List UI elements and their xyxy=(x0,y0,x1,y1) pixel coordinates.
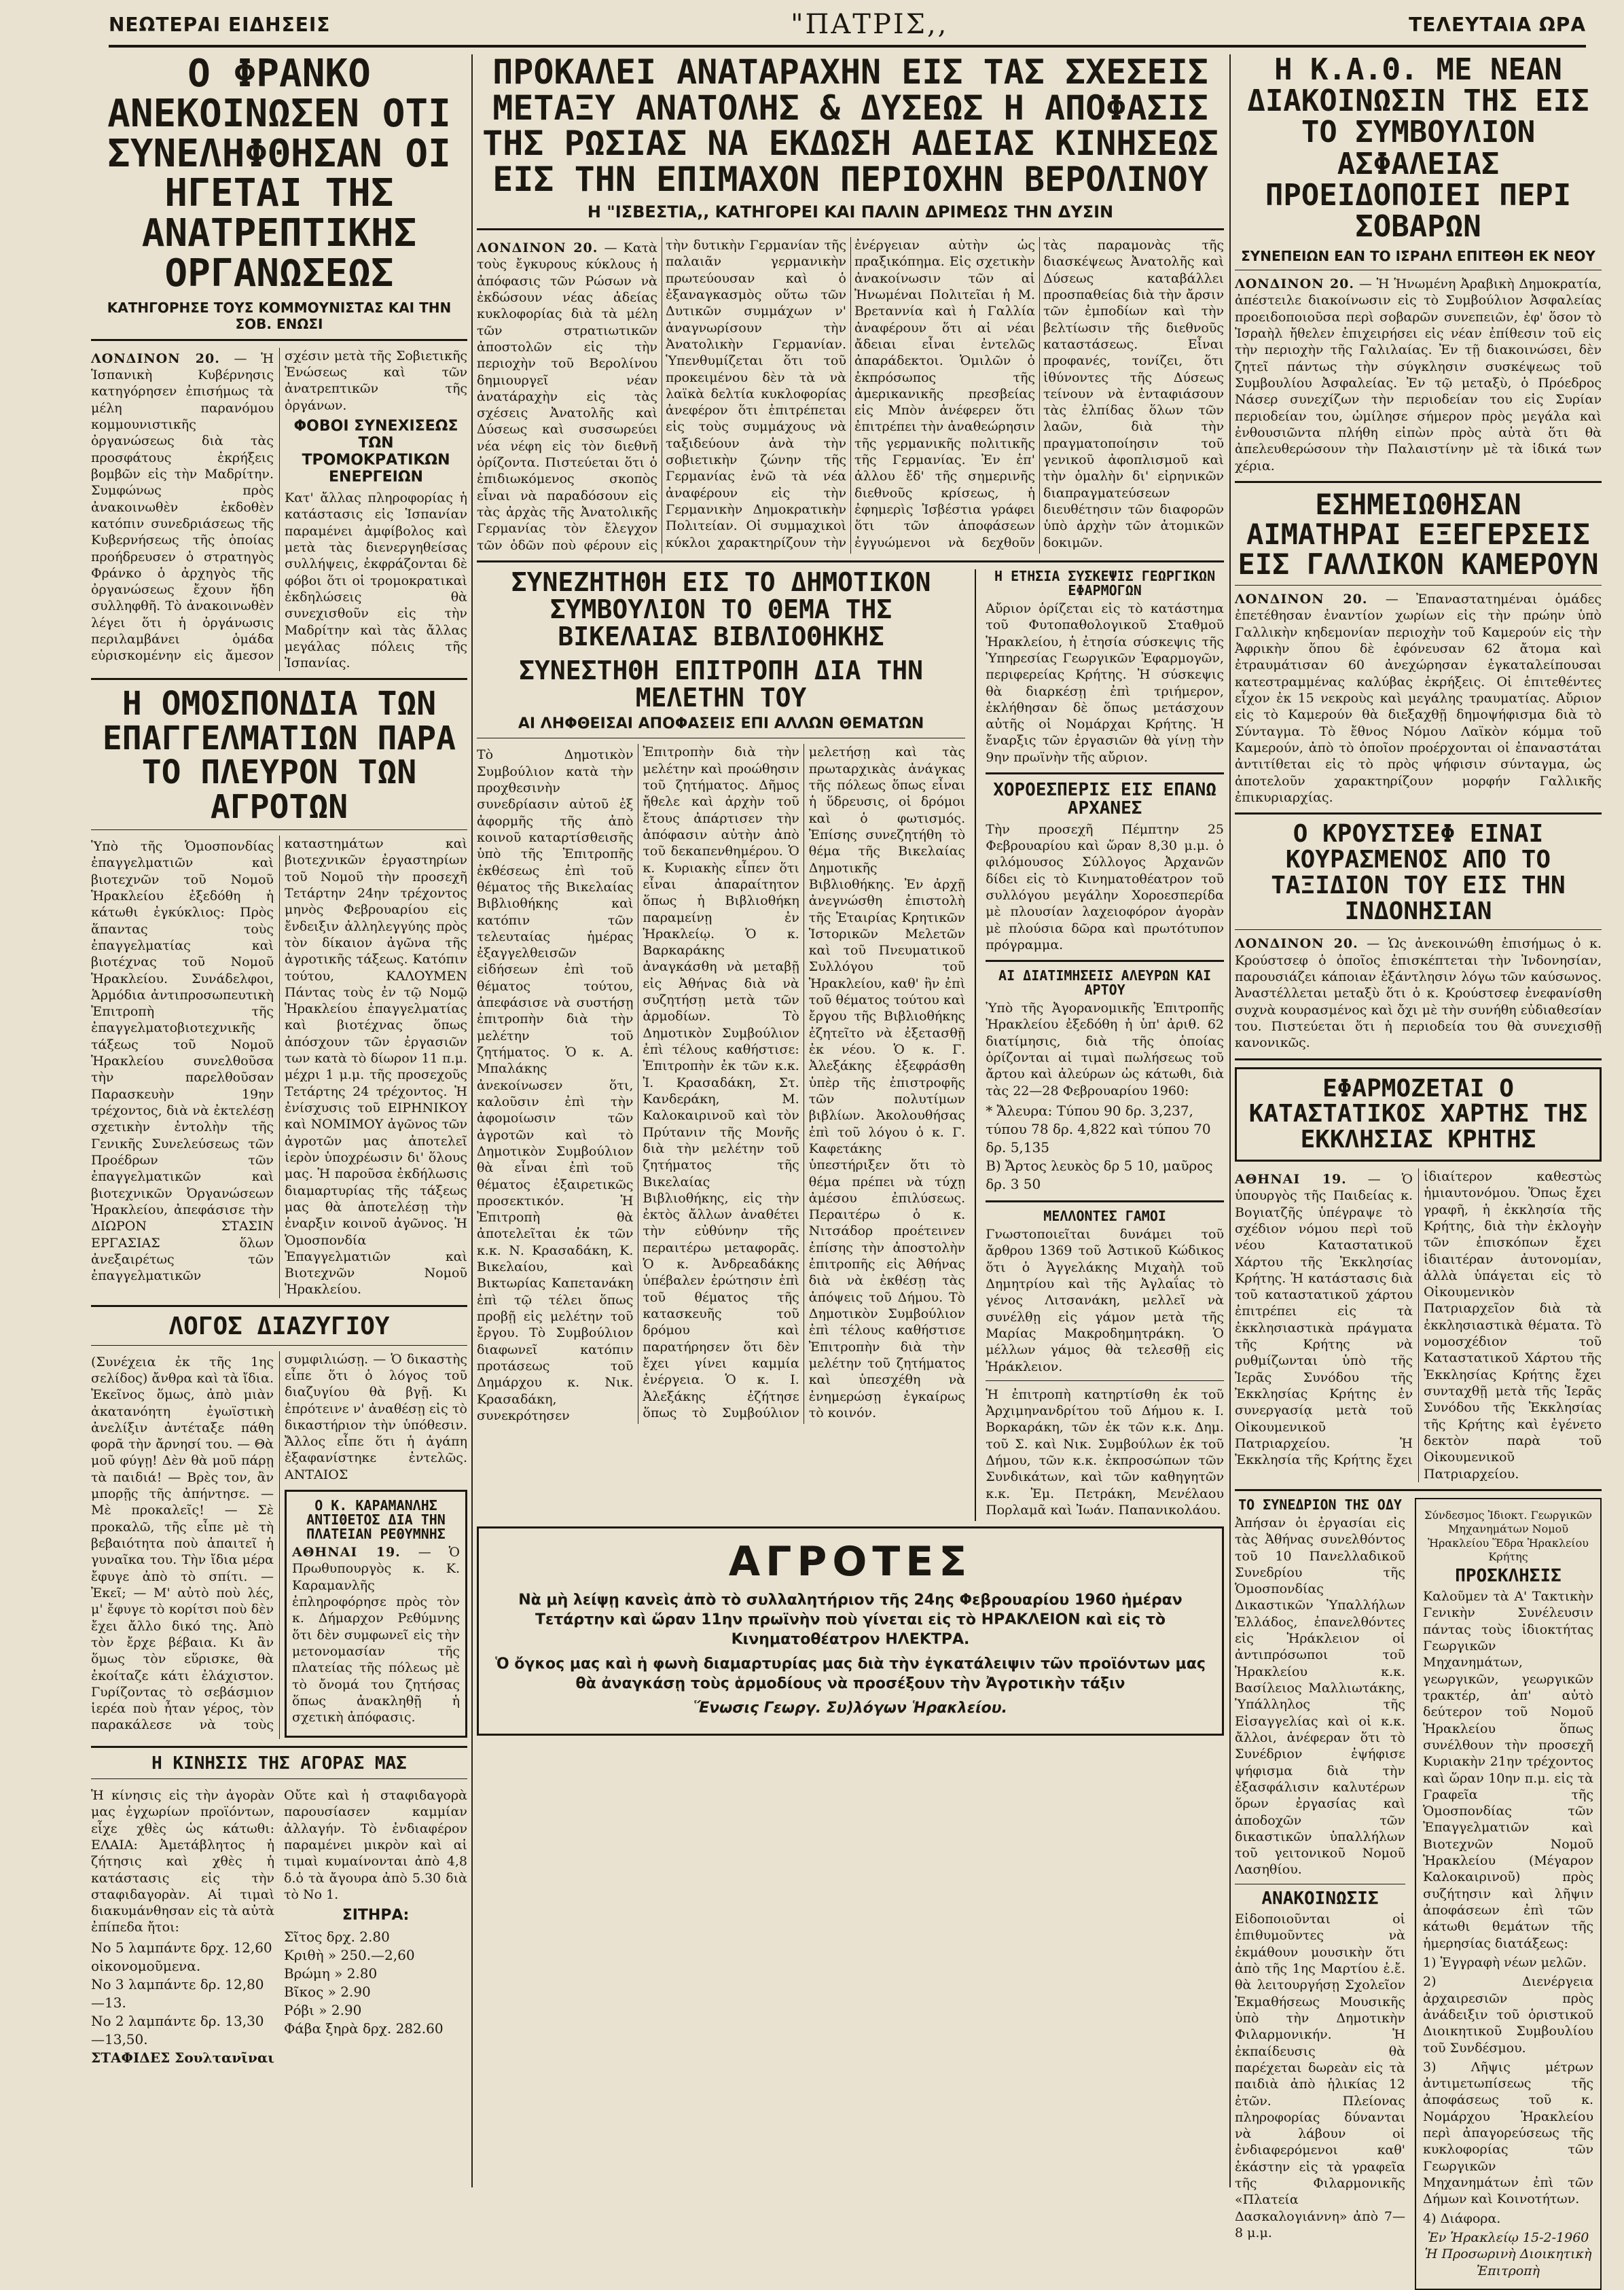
article-headline: ΧΟΡΟΕΣΠΕΡΙΣ ΕΙΣ ΕΠΑΝΩ ΑΡΧΑΝΕΣ xyxy=(993,780,1216,819)
article-berlin xyxy=(477,54,1224,554)
article-franco xyxy=(91,54,467,671)
article-body: Τὸ Δημοτικὸν Συμβούλιον κατὰ τὴν προχθεσινὴν συνεδρίασιν αὐτοῦ ἐξ ἀφορμῆς τῆς ἀπὸ κοινοῦ καταρτίσθεισῆς ὑπὸ τῆς Ἐπιτροπῆς ἐκθέσεως ἐπὶ τοῦ θέματος τῆς Βικελαίας Βιβλιοθήκης καὶ κατόπιν τῶν τελευταίας ἡμέρας ἐξαγγελθεισῶν εἰδήσεων ἐπὶ τοῦ θέματος τούτου, ἀπεφάσισε νὰ συστήσῃ ἐπιτροπὴν διὰ τὴν μελέτην τοῦ ζητήματος. Ὁ κ. Α. Μπαλάκης ἀνεκοίνωσεν ὅτι, καλοῦσιν ἐπὶ τὴν ἀφομοίωσιν τῶν ἀγροτῶν καὶ τὸ Δημοτικὸν Συμβούλιον θὰ εἶναι ἐπὶ τοῦ θέματος ἐξαιρετικῶς προσεκτικόν. Ἡ Ἐπιτροπὴ θὰ ἀποτελεῖται ἐκ τῶν κ.κ. Ν. Κρασαδάκη, Κ. Βικελαίου, καὶ Βικτωρίας Καπετανάκη ἐπὶ τῷ τέλει ὅπως προβῇ εἰς μελέτην τοῦ ἔργου. Τὸ Συμβούλιον διαφωνεῖ κατόπιν προτάσεως τοῦ Δημάρχου κ. Νικ. Κρασαδάκη, συνεκρότησεν Ἐπιτροπὴν διὰ τὴν μελέτην καὶ προώθησιν τοῦ ζητήματος. Δῆμος ἤθελε καὶ ἀρχὴν τοῦ ἔτους ἀπάρτισεν τὴν ἀπόφασιν αὐτὴν ἀπὸ τοῦ δεκαπενθημέρου. Ὁ κ. Κυριακὴς εἶπεν ὅτι εἶναι ἀπαραίτητον ὅπως ἡ Βιβλιοθήκη παραμείνῃ ἐν Ἡρακλείῳ. Ὁ κ. Βαρκαράκης ἀναγκάσθη νὰ μεταβῇ εἰς Ἀθήνας διὰ νὰ συζητήσῃ μετὰ τῶν ἁρμοδίων. Τὸ Δημοτικὸν Συμβούλιον ἐπὶ τέλους καθήστισε: Ἐπιτροπὴν ἐκ τῶν κ.κ. Ἰ. Κρασαδάκη, Στ. Κανδεράκη, Μ. Καλοκαιρινοῦ καὶ τὸν Πρύτανιν τῆς Μονῆς διὰ τὴν μελέτην τοῦ ζητήματος τῆς Βικελαίας Βιβλιοθήκης, εἰς τὴν ἐκτὸς ἄλλων ἀναθέτει τὴν εὐθύνην τῆς περαιτέρω μεταφορᾶς. Ὁ κ. Ἀνδρεαδάκης ὑπέβαλεν ἐρώτησιν ἐπὶ τοῦ θέματος τῆς κατασκευῆς τοῦ δρόμου καὶ παρατήρησεν ὅτι δὲν ἔχει γίνει καμμία ἐνέργεια. Ὁ κ. Ι. Ἀλεξάκης ἐζήτησε ὅπως τὸ Συμβούλιον μελετήσῃ καὶ τὰς πρωταρχικὰς ἀνάγκας τῆς πόλεως ὅπως εἶναι ἡ ὕδρευσις, οἱ δρόμοι καὶ ὁ φωτισμός. Ἐπίσης συνεζητήθη τὸ θέμα τῆς Βικελαίας Δημοτικῆς Βιβλιοθήκης. Ἐν ἀρχῇ ἀνεγνώσθη ἐπιστολὴ τῆς Ἑταιρίας Κρητικῶν Ἱστορικῶν Μελετῶν καὶ τοῦ Πνευματικοῦ Συλλόγου τοῦ Ἡρακλείου, καθ' ἣν ἐπὶ τοῦ θέματος τούτου καὶ ἔργου τῆς Βιβλιοθήκης ἐζητεῖτο νὰ ἐξετασθῇ ἐκ νέου. Ὁ κ. Γ. Ἀλεξάκης ἐξεφράσθη ὑπὲρ τῆς ἐπιστροφῆς τῶν πολυτίμων βιβλίων. Ἀκολουθήσας ἐπὶ τοῦ λόγου ὁ κ. Γ. Καφετάκης ὑπεστήριξεν ὅτι τὸ θέμα πρέπει νὰ τύχῃ ἀμέσου ἐπιλύσεως. Περαιτέρω ὁ κ. Νιτσάδορ προέτεινεν ἐπίσης τὴν ἀποστολὴν ἐπιτροπῆς εἰς Ἀθήνας διὰ νὰ ἐκθέσῃ τὰς ἀπόψεις τοῦ Δήμου. Τὸ Δημοτικὸν Συμβούλιον ἐπὶ τέλους καθήστισε Ἐπιτροπὴν διὰ τὴν μελέτην τοῦ ζητήματος καὶ ὑπεσχέθη νὰ ἐνημερώσῃ ἐγκαίρως τὸ κοινόν. xyxy=(477,745,966,1423)
notice-item: 2) Διενέργεια ἀρχαιρεσιῶν πρὸς ἀνάδειξιν τοῦ ὁριστικοῦ Διοικητικοῦ Συμβουλίου τοῦ Συνδέσμου. xyxy=(1423,1974,1593,2056)
article-body xyxy=(1235,1168,1602,1482)
ad-text: Νὰ μὴ λείψῃ κανεὶς ἀπὸ τὸ συλλαλητήριον τῆς 24ης Φεβρουαρίου 1960 ἡμέραν Τετάρτην καὶ ὥραν 11ην πρωϊνὴν ποὺ γίνεται εἰς τὸ ΗΡΑΚΛΕΙΟΝ καὶ εἰς τὸ Κινηματοθέατρον ΗΛΕΚΤΡΑ. xyxy=(518,1592,1183,1648)
article-body xyxy=(1235,591,1602,806)
article-headline: ΕΣΗΜΕΙΩΘΗΣΑΝ ΑΙΜΑΤΗΡΑΙ ΕΞΕΓΕΡΣΕΙΣ ΕΙΣ ΓΑΛΛΙΚΟΝ ΚΑΜΕΡΟΥΝ xyxy=(1238,487,1599,582)
article-headline: Η ΕΤΗΣΙΑ ΣΥΣΚΕΨΙΣ ΓΕΩΡΓΙΚΩΝ ΕΦΑΡΜΟΓΩΝ xyxy=(994,567,1216,598)
article-subhead: ΦΟΒΟΙ ΣΥΝΕΧΙΣΕΩΣ ΤΩΝ ΤΡΟΜΟΚΡΑΤΙΚΩΝ ΕΝΕΡΓΕΙΩΝ xyxy=(293,418,458,486)
column-right xyxy=(1235,52,1602,2278)
notice-org: Σύνδεσμος Ἰδιοκτ. Γεωργικῶν Μηχανημάτων Νομοῦ Ἡρακλείου Ἕδρα Ἡρακλείου Κρήτης xyxy=(1424,1508,1593,1564)
price-line: Νο 5 λαμπάντε δρχ. 12,60 οἰκονομοῦμενα. xyxy=(91,1939,272,1974)
price-line: Νο 3 λαμπάντε δρ. 12,80 —13. xyxy=(91,1975,264,2011)
article-body xyxy=(477,237,1224,554)
sidebar-briefs xyxy=(986,569,1224,1521)
running-head xyxy=(109,4,1586,48)
divider xyxy=(91,829,467,830)
ad-title: ΑΓΡΟΤΕΣ xyxy=(728,1538,973,1586)
article-body: Γνωστοποιεῖται δυνάμει τοῦ ἄρθρου 1369 τοῦ Ἀστικοῦ Κώδικος ὅτι ὁ Ἀγγελάκης Μιχαὴλ τοῦ Δημητρίου καὶ τῆς Ἀγλαΐας τὸ γένος Λιτσανάκη, μελλεῖ νὰ συνέλθῃ εἰς γάμον μετὰ τῆς Μαρίας Μακροδημητράκη. Ὁ μέλλων γάμος θὰ τελεσθῇ εἰς Ἡράκλειον. xyxy=(986,1227,1224,1374)
divider xyxy=(1235,1058,1602,1060)
article-headline: ΣΥΝΕΣΤΗΘΗ ΕΠΙΤΡΟΠΗ ΔΙΑ ΤΗΝ ΜΕΛΕΤΗΝ ΤΟΥ xyxy=(519,655,923,713)
dateline: ΑΘΗΝΑΙ 19. xyxy=(292,1545,401,1560)
notice-body: Καλοῦμεν τὰ Α' Τακτικὴν Γενικὴν Συνέλευσιν πάντας τοὺς ἰδιοκτήτας Γεωργικῶν Μηχανημάτων, γεωργικῶν, γεωργικῶν τρακτέρ, ἀπ' αὐτὸ δεύτερον τοῦ Νομοῦ Ἡρακλείου ὅπως συνέλθουν τὴν προσεχῆ Κυριακὴν 21ην τρέχοντος καὶ ὥραν 10ην π.μ. εἰς τὰ Γραφεῖα τῆς Ὁμοσπονδίας τῶν Ἐπαγγελματιῶν καὶ Βιοτεχνῶν Νομοῦ Ἡρακλείου (Μέγαρον Καλοκαιρινοῦ) πρὸς συζήτησιν καὶ λῆψιν ἀποφάσεων ἐπὶ τῶν κάτωθι θεμάτων τῆς ἡμερησίας διατάξεως: xyxy=(1423,1589,1593,1951)
section-label-right: ΤΕΛΕΥΤΑΙΑ ΩΡΑ xyxy=(1409,13,1586,36)
article-text: — Ὁ Πρωθυπουργὸς κ. Κ. Καραμανλῆς ἐπληροφόρησε πρὸς τὸν κ. Δήμαρχον Ρεθύμνης ὅτι δὲν συμφωνεῖ εἰς τὴν μετονομασίαν τῆς πλατείας τῆς πόλεως μὲ τὸ ὄνομά του ζητήσας ὅπως ἀνακληθῇ ἡ σχετικὴ ἀπόφασις. xyxy=(292,1545,460,1725)
divider xyxy=(1235,481,1602,483)
notice-title: ΠΡΟΣΚΛΗΣΙΣ xyxy=(1455,1565,1562,1586)
dateline: ΛΟΝΔΙΝΟΝ 20. xyxy=(1235,936,1358,952)
article-headline: ΠΡΟΚΑΛΕΙ ΑΝΑΤΑΡΑΧΗΝ ΕΙΣ ΤΑΣ ΣΧΕΣΕΙΣ ΜΕΤΑΞΥ ΑΝΑΤΟΛΗΣ & ΔΥΣΕΩΣ Η ΑΠΟΦΑΣΙΣ ΤΗΣ ΡΩΣΙΑΣ ΝΑ ΕΚΔΩΣΗ ΑΔΕΙΑΣ ΚΙΝΗΣΕΩΣ ΕΙΣ ΤΗΝ ΕΠΙΜΑΧΟΝ ΠΕΡΙΟΧΗΝ ΒΕΡΟΛΙΝΟΥ xyxy=(482,52,1219,199)
divider xyxy=(986,960,1224,962)
divider xyxy=(986,772,1224,774)
article-headline: ΛΟΓΟΣ ΔΙΑΖΥΓΙΟΥ xyxy=(168,1312,390,1340)
article-logos xyxy=(91,1314,467,1739)
article-karamanlis xyxy=(285,1490,467,1737)
article-headline: ΣΥΝΕΖΗΤΗΘΗ ΕΙΣ ΤΟ ΔΗΜΟΤΙΚΟΝ ΣΥΜΒΟΥΛΙΟΝ ΤΟ ΘΕΜΑ ΤΗΣ ΒΙΚΕΛΑΙΑΣ ΒΙΒΛΙΟΘΗΚΗΣ xyxy=(511,567,931,651)
article-body: (Συνέχεια ἐκ τῆς 1ης σελίδος) ἄνθρα καὶ τὰ ἴδια. Ἐκεῖνος ὅμως, ἀπὸ μιὰν ἀκατανόητη ἐγωϊστικὴ ἀνελίξιν ἀντέταξε πάθη φορᾶ τὴν ἄρνησί του. — Θὰ μοῦ φύγῃ! Δὲν θὰ μοῦ πάρῃ τὰ παιδιά! — Βρὲς τον, ἂν μπορῇς τῆς ἀπήντησε. — Μὲ προκαλεῖς! — Σὲ προκαλῶ, τῆς εἶπε μὲ τὴ βεβαιότητα ποὺ ἀπαιτεῖ ἡ γυναῖκα του. Τὴν ἴδια μέρα ἔφυγε ἀπὸ τὸ σπίτι. — Ἐκεῖ; — Μ' αὐτὸ ποὺ λές, μ' ἔφυγε τὸ κορίτσι ποὺ δὲν ἔχει ἄλλο δικό της. Ἀπὸ τὸν ἔρχε βέβαια. Κι ἂν ὅμως τὸν εὕρισκε, θὰ ἐκοίταζε κάτι ἐλάχιστον. Γυρίζοντας τὸ σεβάσμιον ἱερέα ποὺ ἦταν γέρος, τὸν παρακάλεσε νὰ τοὺς συμφιλιώσῃ. — Ὁ δικαστὴς εἶπε ὅτι ὁ λόγος τοῦ διαζυγίου θὰ βγῇ. Κι ἐπρότεινε ν' ἀναθέσῃ εἰς τὸ δικαστήριον τὴν ὑπόθεσιν. Ἄλλος εἶπε ὅτι ἡ ἀγάπη ἐξαφανίστηκε ἐντελῶς. ΑΝΤΑΙΟΣ xyxy=(91,1351,467,1733)
column-rule xyxy=(975,569,976,1521)
masthead-title: "ΠΑΤΡΙΣ,, xyxy=(791,9,949,40)
article-headline: ΕΦΑΡΜΟΖΕΤΑΙ Ο ΚΑΤΑΣΤΑΤΙΚΟΣ ΧΑΡΤΗΣ ΤΗΣ ΕΚΚΛΗΣΙΑΣ ΚΡΗΤΗΣ xyxy=(1248,1074,1588,1154)
article-headline: ΑΝΑΚΟΙΝΩΣΙΣ xyxy=(1261,1888,1379,1909)
divider xyxy=(91,1778,467,1779)
divider xyxy=(477,560,1224,562)
notice-item: 1) Ἐγγραφὴ νέων μελῶν. xyxy=(1423,1954,1587,1970)
column-rule xyxy=(1229,54,1231,2187)
column-center xyxy=(477,54,1224,2187)
article-katastatikos xyxy=(1235,1067,1602,1162)
divider xyxy=(1235,812,1602,815)
divider xyxy=(91,1305,467,1307)
divider xyxy=(1235,1489,1602,1491)
article-vikelaia xyxy=(477,569,965,1521)
article-text: — Ἡ Ἱσπανικὴ Κυβέρνησις κατηγόρησεν ἐπισήμως τὰ μέλη παρανόμου κομμουνιστικῆς ὀργανώσεως διὰ τὰς προσφάτους ἐκρήξεις βομβῶν εἰς τὴν Μαδρίτην. Συμφώνως πρὸς ἀνακοινωθὲν ἐκδοθὲν κατόπιν συνεδριάσεως τῆς Κυβερνήσεως τῆς ὁποίας προήδρευσεν ὁ στρατηγὸς Φράνκο ὁ ἀρχηγὸς τῆς ὀργανώσεως ἔχουν ἤδη συλληφθῆ. Τὸ ἀνακοινωθὲν λέγει ὅτι ἡ ὀργάνωσις περιλαμβάνει ὁμάδα εὑρισκομένην εἰς ἄμεσον σχέσιν μετὰ τῆς Σοβιετικῆς Ἑνώσεως καὶ τῶν ἀνατρεπτικῶν τῆς ὀργάνων. xyxy=(91,348,467,664)
ad-text: Ὁ ὄγκος μας καὶ ἡ φωνὴ διαμαρτυρίας μας διὰ τὴν ἐγκατάλειψιν τῶν προϊόντων μας θὰ ἀναγκάσῃ τοὺς ἁρμοδίους νὰ προσέξουν τὴν Ἀγροτικὴν τάξιν xyxy=(495,1656,1206,1692)
article-headline: Ο Κ. ΚΑΡΑΜΑΝΛΗΣ ΑΝΤΙΘΕΤΟΣ ΔΙΑ ΤΗΝ ΠΛΑΤΕΙΑΝ ΡΕΘΥΜΝΗΣ xyxy=(306,1497,446,1543)
article-body xyxy=(1235,935,1602,1051)
price-line: Β) Ἄρτος λευκὸς δρ 5 10, μαῦρος δρ. 3 50 xyxy=(986,1158,1213,1193)
divider xyxy=(986,1200,1224,1202)
column-left xyxy=(91,54,467,2187)
article-nato xyxy=(1235,54,1602,474)
dateline: ΛΟΝΔΙΝΟΝ 20. xyxy=(91,351,220,366)
article-body: Κατ' ἄλλας πληροφορίας ἡ κατάστασις εἰς Ἱσπανίαν παραμένει ἀμφίβολος καὶ μετὰ τὰς διενεργηθείσας συλλήψεις, ἐκφράζονται δὲ φόβοι ὅτι οἱ τρομοκρατικαὶ ἐκδηλώσεις θὰ συνεχισθοῦν εἰς τὴν Μαδρίτην καὶ τὰς ἄλλας μεγάλας πόλεις τῆς Ἱσπανίας. xyxy=(285,490,467,671)
price-footer: ΣΤΑΦΙΔΕΣ Σουλτανῖναι xyxy=(91,2049,274,2066)
article-body: Οὔτε καὶ ἡ σταφιδαγορὰ παρουσίασεν καμμίαν ἀλλαγήν. Τὸ ἐνδιαφέρον παραμένει μικρὸν καὶ αἱ τιμαὶ κυμαίνονται ἀπὸ 4,8 δ.ὁ τὰ ἄγουρα ἀπὸ 5.30 διὰ τὸ Νο 1. xyxy=(284,1787,467,1902)
article-headline: ΑΙ ΔΙΑΤΙΜΗΣΕΙΣ ΑΛΕΥΡΩΝ ΚΑΙ ΑΡΤΟΥ xyxy=(998,967,1212,999)
divider xyxy=(1235,929,1602,930)
article-body: Αὔριον ὁρίζεται εἰς τὸ κατάστημα τοῦ Φυτοπαθολογικοῦ Σταθμοῦ Ἡρακλείου, ἡ ἐτησία σύσκεψις τῆς Ὑπηρεσίας Γεωργικῶν Ἐφαρμογῶν, περιφερείας Κρήτης. Ἡ σύσκεψις θὰ διαρκέσῃ ἐπὶ τριήμερον, ἐκλήθησαν δὲ ὅπως μετάσχουν αὐτῆς οἱ Νομάρχαι Κρήτης. Ἡ ἔναρξις τῶν ἐργασιῶν θὰ γίνῃ τὴν 9ην πρωϊνὴν τῆς αὔριον. xyxy=(986,601,1224,765)
article-body: Ὑπὸ τῆς Ἀγορανομικῆς Ἐπιτροπῆς Ἡρακλείου ἐξεδόθη ἡ ὑπ' ἀριθ. 62 διατίμησις, διὰ τῆς ὁποίας ὁρίζονται αἱ τιμαὶ πωλήσεως τοῦ ἄρτου καὶ ἀλεύρων ὡς κάτωθι, διὰ τὰς 22—28 Φεβρουαρίου 1960: xyxy=(986,1001,1224,1098)
article-body xyxy=(1235,276,1602,474)
article-agora xyxy=(91,1755,467,2067)
article-text: — Ἡ Ἡνωμένη Ἀραβικὴ Δημοκρατία, ἀπέστειλε διακοίνωσιν εἰς τὸ Συμβούλιον Ἀσφαλείας προειδοποιοῦσα περὶ σοβαρῶν συνεπειῶν, ἐφ' ὅσον τὸ Ἰσραὴλ ἤθελεν ἐπιχειρήσει εἰς νέαν ἐπίθεσιν τοῦ εἰς τὴν περιοχὴν τῆς Γαλιλαίας. Ἐν τῇ διακοινώσει, δὲν ζητεῖ πάντως τὴν σύγκλησιν συσκέψεως τοῦ Συμβουλίου Ἀσφαλείας. Ἐν τῷ μεταξὺ, ὁ Πρόεδρος Νάσερ συνεχίζων τὴν περιοδείαν του εἰς Συρίαν περιοδείαν του, ὡμίλησε σήμερον πρὸς μεγάλα καὶ ἐνθουσιῶντα πλήθη εἰπὼν πρὸς αὐτὰ ὅτι θὰ ἀπελευθερώσουν τὴν Παλαιστίνην μὲ τὰ ἰδικά των χέρια. xyxy=(1235,276,1602,473)
price-line: Κριθὴ » 250.—2,60 xyxy=(284,1947,415,1964)
article-body: Ἡ κίνησις εἰς τὴν ἀγορὰν μας ἐγχωρίων προϊόντων, εἶχε χθὲς ὡς κάτωθι: ΕΛΑΙΑ: Ἀμετάβλητος ἡ ζήτησις καὶ χθὲς ἡ κατάστασις εἰς τὴν σταφιδαγορὰν. Αἱ τιμαὶ διακυμάνθησαν εἰς τὰ αὐτὰ ἐπίπεδα ἤτοι: xyxy=(91,1787,274,1935)
article-deck: ΚΑΤΗΓΟΡΗΣΕ ΤΟΥΣ ΚΟΜΜΟΥΝΙΣΤΑΣ ΚΑΙ ΤΗΝ ΣΟΒ. ΕΝΩΣΙ xyxy=(107,299,452,332)
advertisement-agrotes xyxy=(477,1526,1224,1736)
divider xyxy=(1235,585,1602,586)
article-omospondia xyxy=(91,687,467,1298)
article-headline: Ο ΚΡΟΥΣΤΣΕΦ ΕΙΝΑΙ ΚΟΥΡΑΣΜΕΝΟΣ ΑΠΟ ΤΟ ΤΑΞΙΔΙΟΝ ΤΟΥ ΕΙΣ ΤΗΝ ΙΝΔΟΝΗΣΙΑΝ xyxy=(1271,820,1566,925)
article-synedrion xyxy=(1235,1498,1405,2290)
column-rule xyxy=(471,54,473,2187)
dateline: ΑΘΗΝΑΙ 19. xyxy=(1235,1171,1347,1187)
article-body: Ἀπήσαν ὁι ἐργασίαι εἰς τὰς Ἀθήνας συνελθόντος τοῦ 10 Πανελλαδικοῦ Συνεδρίου τῆς Ὁμοσπονδίας Δικαστικῶν Ὑπαλλήλων Ἑλλάδος, ἐπανελθόντες εἰς Ἡράκλειον οἱ ἀντιπρόσωποι τοῦ Ἡρακλείου κ.κ. Βασίλειος Μαλλιωτάκης, Ὑπάλληλος τῆς Εἰσαγγελίας καὶ οἱ κ.κ. ἄλλοι, ἀνέφεραν ὅτι τὸ Συνέδριον ἐψήφισε ψήφισμα διὰ τὴν ἐξασφάλισιν καλυτέρων ὅρων ἐργασίας καὶ ἀποδοχῶν τῶν δικαστικῶν ὑπαλλήλων τοῦ γειτονικοῦ Νομοῦ Λασηθίου. xyxy=(1235,1515,1405,1878)
divider xyxy=(986,1380,1224,1381)
price-line: Σῖτος δρχ. 2.80 xyxy=(284,1929,390,1946)
notice-item: 4) Διάφορα. xyxy=(1423,2211,1501,2226)
article-headline: Η ΟΜΟΣΠΟΝΔΙΑ ΤΩΝ ΕΠΑΓΓΕΛΜΑΤΙΩΝ ΠΑΡΑ ΤΟ ΠΛΕΥΡΟΝ ΤΩΝ ΑΓΡΟΤΩΝ xyxy=(102,685,456,826)
price-line: Φάβα ξηρὰ δρχ. 282.60 xyxy=(284,2020,444,2037)
price-line: Βρώμη » 2.80 xyxy=(284,1965,378,1982)
price-line: Νο 2 λαμπάντε δρ. 13,30 —13,50. xyxy=(91,2012,264,2047)
article-deck: ΣΥΝΕΠΕΙΩΝ ΕΑΝ ΤΟ ΙΣΡΑΗΛ ΕΠΙΤΕΘΗ ΕΚ ΝΕΟΥ xyxy=(1241,248,1595,265)
article-headline: Η ΚΙΝΗΣΙΣ ΤΗΣ ΑΓΟΡΑΣ ΜΑΣ xyxy=(151,1753,407,1774)
article-text: — Ὡς ἀνεκοινώθη ἐπισήμως ὁ κ. Κρούστσεφ ὁ ὁποῖος ἐπισκέπτεται τὴν Ἰνδονησίαν, παρουσιάζει κάποιαν ἐξάντλησιν λόγω τῶν καύσωνος. Ἀναστέλλεται μεταξὺ ὅτι ὁ κ. Κρούστσεφ ἐνεφανίσθη συχνὰ κουρασμένος καὶ ὄχι μὲ τὴν συνήθη εὐδιαθεσίαν του. Πιστεύεται ὅτι ἡ περιοδεία του θὰ συνεχισθῇ κανονικῶς. xyxy=(1235,936,1602,1051)
divider xyxy=(91,1345,467,1346)
dateline: ΛΟΝΔΙΝΟΝ 20. xyxy=(477,240,598,255)
dateline: ΛΟΝΔΙΝΟΝ 20. xyxy=(1235,276,1355,292)
article-kameroun xyxy=(1235,487,1602,806)
article-body xyxy=(292,1544,460,1725)
article-body: Τὴν προσεχῆ Πέμπτην 25 Φεβρουαρίου καὶ ὥραν 8,30 μ.μ. ὁ φιλόμουσος Σύλλογος Ἀρχανῶν δίδει εἰς τὸ Κινηματοθέατρον τοῦ συλλόγου μεγάλην Χοροεσπερίδα μὲ πλουσίαν λαχειοφόρον ἀγορὰν μὲ πλούσια δῶρα καὶ πρωτότυπον πρόγραμμα. xyxy=(986,821,1224,952)
divider xyxy=(91,1746,467,1748)
article-headline: Η Κ.Α.Θ. ΜΕ ΝΕΑΝ ΔΙΑΚΟΙΝΩΣΙΝ ΤΗΣ ΕΙΣ ΤΟ ΣΥΜΒΟΥΛΙΟΝ ΑΣΦΑΛΕΙΑΣ ΠΡΟΕΙΔΟΠΟΙΕΙ ΠΕΡΙ ΣΟΒΑΡΩΝ xyxy=(1247,52,1589,244)
article-krustsef xyxy=(1235,821,1602,1051)
article-deck: ΑΙ ΛΗΦΘΕΙΣΑΙ ΑΠΟΦΑΣΕΙΣ ΕΠΙ ΑΛΛΩΝ ΘΕΜΑΤΩΝ xyxy=(518,715,924,733)
dateline: ΛΟΝΔΙΝΟΝ 20. xyxy=(1235,592,1368,607)
article-headline: ΤΟ ΣΥΝΕΔΡΙΟΝ ΤΗΣ ΟΔΥ xyxy=(1238,1496,1402,1513)
price-line: Ρόβι » 2.90 xyxy=(284,2002,362,2019)
section-label-left: ΝΕΩΤΕΡΑΙ ΕΙΔΗΣΕΙΣ xyxy=(109,13,331,36)
article-body: Ὑπὸ τῆς Ὁμοσπονδίας ἐπαγγελματιῶν καὶ βιοτεχνῶν τοῦ Νομοῦ Ἡρακλείου ἐξεδόθη ἡ κάτωθι ἐγκύκλιος: Πρὸς ἅπαντας τοὺς ἐπαγγελματίας καὶ βιοτέχνας τοῦ Νομοῦ Ἡρακλείου. Συνάδελφοι, Ἁρμόδια ἀντιπροσωπευτικὴ Ἐπιτροπὴ τῆς ἐπαγγελματοβιοτεχνικῆς τάξεως τοῦ Νομοῦ Ἡρακλείου συνελθοῦσα τὴν παρελθοῦσαν Παρασκευὴν 19ην τρέχοντος, διὰ νὰ ἐκτελέσῃ σχετικὴν ἐντολὴν τῆς Γενικῆς Συνελεύσεως τῶν Προέδρων τῶν ἐπαγγελματικῶν καὶ βιοτεχνικῶν Ὀργανώσεων Ἡρακλείου, ἀπεφάσισε τὴν ΔΙΩΡΟΝ ΣΤΑΣΙΝ ΕΡΓΑΣΙΑΣ ὅλων ἀνεξαιρέτως τῶν ἐπαγγελματικῶν καταστημάτων καὶ βιοτεχνικῶν ἐργαστηρίων τοῦ Νομοῦ τὴν προσεχῆ Τετάρτην 24ην τρέχοντος μηνὸς Φεβρουαρίου εἰς ἔνδειξιν ἀλληλεγγύης πρὸς τὸν δίκαιον ἀγῶνα τῆς ἀγροτικῆς τάξεως. Κατόπιν τούτου, ΚΑΛΟΥΜΕΝ Πάντας τοὺς ἐν τῷ Νομῷ Ἡρακλείου ἐπαγγελματίας καὶ βιοτέχνας ὅπως ἀπόσχουν τῶν ἐργασιῶν των κατὰ τὸ δίωρον 11 π.μ. μέχρι 1 μ.μ. τῆς προσεχοῦς Τετάρτης 24 τρέχοντος. Ἡ ἐνίσχυσις τοῦ ΕΙΡΗΝΙΚΟΥ καὶ ΝΟΜΙΜΟΥ ἀγῶνος τῶν ἀγροτῶν μας ἀποτελεῖ ἱερὸν ὑποχρέωσιν δι' ὅλους μας. Ἡ παροῦσα ἐκδήλωσις διαμαρτυρίας τῆς τάξεως μας θὰ ἀποτελέσῃ τὴν ἐναρξιν κοινοῦ ἀγῶνος. Ἡ Ὁμοσπονδία Ἐπαγγελματιῶν καὶ Βιοτεχνῶν Νομοῦ Ἡρακλείου. xyxy=(91,836,467,1298)
notice-prosklisis xyxy=(1415,1498,1602,2290)
notice-signature: Ἐν Ἡρακλείῳ 15-2-1960 Ἡ Προσωρινὴ Διοικητικὴ Ἐπιτροπὴ xyxy=(1424,2230,1592,2278)
ad-signature: Ἕνωσις Γεωργ. Συ)λόγων Ἡρακλείου. xyxy=(693,1700,1007,1717)
price-line: * Ἄλευρα: Τύπου 90 δρ. 3,237, τύπου 78 δρ. 4,822 καὶ τύπου 70 δρ. 5,135 xyxy=(986,1103,1211,1156)
divider xyxy=(91,339,467,341)
notice-item: 3) Λῆψις μέτρων ἀντιμετωπίσεως τῆς ἀποφάσεως τοῦ κ. Νομάρχου Ἡρακλείου περὶ ἀπαγορεύσεως τῆς κυκλοφορίας τῶν Γεωργικῶν Μηχανημάτων ἐπὶ τῶν Δήμων καὶ Κοινοτήτων. xyxy=(1423,2059,1593,2207)
sitira-title: ΣΙΤΗΡΑ: xyxy=(342,1907,410,1925)
article-text: — Ἐπαναστατημέναι ὁμάδες ἐπετέθησαν ἐναντίον χωρίων εἰς τὴν πρώην ὑπὸ Γαλλικὴν κηδεμονίαν περιοχὴν τοῦ Καμερούν εἰς τὴν Ἀφρικὴν ὅπου δὲ ἐφόνευσαν 62 ἄτομα καὶ ἐτραυμάτισαν 60 ἀνεχώρησαν ἐγκαταλείπουσαι κατεστραμμένας καλύβας ἐκρήξεις. Οἱ ἐπιτεθέντες εἶχον ἐκ 15 νεκροὺς καὶ μεγάλης τραυματίας. Αὔριον εἰς τὸ Καμερούν θὰ διεξαχθῇ δημοψήφισμα διὰ τὸ Σύνταγμα. Τὸ ἔθνος Νόμου Λαϊκὸν κόμμα τοῦ Καμερούν, ἀπὸ τὸ ὁποῖον προέρχονται οἱ ἐπαναστάται ἀντιτίθεται εἰς τὸ πρὸς ψήφισιν σύνταγμα, ὡς ἀποτελοῦν χαρακτηρίζουν μορφήν Γαλλικῆς ἐπικυριαρχίας. xyxy=(1235,592,1602,805)
divider xyxy=(477,228,1224,230)
article-deck: Η "ΙΣΒΕΣΤΙΑ,, ΚΑΤΗΓΟΡΕΙ ΚΑΙ ΠΑΛΙΝ ΔΡΙΜΕΩΣ ΤΗΝ ΔΥΣΙΝ xyxy=(587,202,1114,221)
article-headline: Ο ΦΡΑΝΚΟ ΑΝΕΚΟΙΝΩΣΕΝ ΟΤΙ ΣΥΝΕΛΗΦΘΗΣΑΝ ΟΙ ΗΓΕΤΑΙ ΤΗΣ ΑΝΑΤΡΕΠΤΙΚΗΣ ΟΡΓΑΝΩΣΕΩΣ xyxy=(107,52,451,296)
article-body: Ἡ ἐπιτροπὴ κατηρτίσθη ἐκ τοῦ Ἀρχιμηνανδρίτου τοῦ Δήμου κ. Ι. Βορκαράκη, τῶν ἐκ τῶν κ.κ. Δημ. τοῦ Σ. καὶ Νικ. Συμβούλων ἐκ τοῦ Δήμου, τῶν κ.κ. ἐκπροσώπων τῶν Συνδικάτων, καὶ τῶν καθηγητῶν κ.κ. Ἐμ. Πετράκη, Μενέλαου Πορλαμᾶ καὶ Ἰωάν. Παπανικολάου. xyxy=(986,1386,1224,1518)
divider xyxy=(91,678,467,680)
article-text: — Ὁ ὑπουργὸς τῆς Παιδείας κ. Βογιατζῆς ὑπέγραψε τὸ σχέδιον νόμου περὶ τοῦ νέου Καταστατικοῦ Χάρτου τῆς Ἐκκλησίας Κρήτης. Ἡ κατάστασις διὰ τοῦ καταστατικοῦ χάρτου ἐπιτρέπει εἰς τὰ ἐκκλησιαστικὰ πράγματα τῆς Κρήτης νὰ ρυθμίζωνται ὑπὸ τῆς Ἱερᾶς Συνόδου τῆς Ἐκκλησίας Κρήτης ἐν συνεργασίᾳ μετὰ τοῦ Οἰκουμενικοῦ Πατριαρχείου. Ἡ Ἐκκλησία τῆς Κρήτης ἔχει ἰδιαίτερον καθεστὼς ἡμιαυτονόμου. Ὅπως ἔχει γραφῆ, ἡ ἐκκλησία τῆς Κρήτης, διὰ τὴν ἐκλογὴν τῶν ἐπισκόπων ἔχει ἰδιαιτέραν ἀυτονομίαν, ἀλλὰ ὑπάγεται εἰς τὸ Οἰκουμενικὸν Πατριαρχεῖον διὰ τὰ ἐκκλησιαστικὰ θέματα. Τὸ νομοσχέδιον τοῦ Καταστατικοῦ Χάρτου τῆς Ἐκκλησίας Κρήτης ἔχει συνταχθῇ μετὰ τῆς Ἱερᾶς Συνόδου τῆς Ἐκκλησίας τῆς Κρήτης καὶ ἐγένετο δεκτὸν παρὰ τοῦ Οἰκουμενικοῦ Πατριαρχείου. xyxy=(1235,1168,1602,1482)
article-text: — Κατὰ τοὺς ἔγκυρους κύκλους ἡ ἀπόφασις τῶν Ρώσων νὰ ἐκδώσουν νέας ἀδείας κυκλοφορίας διὰ τὰ μέλη τῶν στρατιωτικῶν ἀποστολῶν εἰς τὴν περιοχὴν τοῦ Βερολίνου δημιουργεῖ νέαν ἀνατάραχὴν εἰς τὰς σχέσεις Ἀνατολῆς καὶ Δύσεως καὶ συσσωρεύει νέα νέφη εἰς τὸν διεθνῆ ὁρίζοντα. Πιστεύεται ὅτι ὁ ἐπιδιωκόμενος σκοπὸς εἶναι νὰ παραδόσουν εἰς τὰς ἀρχὰς τῆς Ἀνατολικῆς Γερμανίας τὸν ἔλεγχον τῶν ὁδῶν ποὺ φέρουν εἰς τὴν δυτικὴν Γερμανίαν τῆς παλαιᾶν γερμανικὴν πρωτεύουσαν καὶ ὁ ἐξαναγκασμὸς οὕτω τῶν Δυτικῶν συμμάχων ν' ἀναγνωρίσουν τὴν Ἀνατολικὴν Γερμανίαν. Ὑπενθυμίζεται ὅτι τοῦ προκειμένου δὲν τὰ νὰ λαϊκὰ δελτία κυκλοφορίας ἀνεφέρον ὅτι ἐπιτρέπεται εἰς τοὺς συμμάχους νὰ ταξιδεύουν ἀνὰ τὴν σοβιετικὴν ζώνην τῆς Γερμανίας ἐνῶ τὰ νέα ἀναφέρουν εἰς τὴν Γερμανικὴν Δημοκρατικὴν Πολιτείαν. Οἱ συμμαχικοὶ κύκλοι χαρακτηρίζουν τὴν ἐνέργειαν αὐτὴν ὡς πραξικόπημα. Εἰς σχετικὴν ἀνακοίνωσιν τῶν αἱ Ἡνωμέναι Πολιτεῖαι ἡ Μ. Βρεταννία καὶ ἡ Γαλλία ἀναφέρουν ὅτι αἱ νέαι ἄδειαι εἶναι ἐντελῶς ἀπαράδεκτοι. Ὁμιλῶν ὁ ἐκπρόσωπος τῆς ἀμερικανικῆς πρεσβείας εἰς Μπὸν ἀνέφερεν ὅτι ἐπιτρέπει τὴν ἀναθεώρησιν τῆς γερμανικῆς πολιτικῆς τῆς Γερμανίας. Ἐν ἐπ' ἀλλου ἔδ' τῆς σημερινῆς διεθνοῦς κρίσεως, ἡ ἐφημερὶς Ἰσβέστια γράφει ὅτι τῶν ἀποφάσεων ἐγγυώμενοι νὰ δεχθοῦν τὰς παραμονὰς τῆς διασκέψεως Ἀνατολῆς καὶ Δύσεως καταβάλλει προσπαθείας διὰ τὴν ἄρσιν τῶν ἐμποδίων καὶ τὴν βελτίωσιν τῆς διεθνοῦς καταστάσεως. Εἶναι προφανές, τονίζει, ὅτι ἰθύνοντες τῆς Δύσεως τείνουν νὰ ἐνταφιάσουν τὰς ἐλπίδας ὅλων τῶν λαῶν, διὰ τὴν πραγματοποίησιν τοῦ γενικοῦ ἀφοπλισμοῦ καὶ τὴν ὁμαλὴν δι' εἰρηνικῶν διαπραγματεύσεων διευθέτησιν τῶν διαφορῶν ὑπὸ ἀρχὴν τῶν ἀτομικῶν δοκιμῶν. xyxy=(477,238,1224,553)
article-body: Εἰδοποιοῦνται οἱ ἐπιθυμοῦντες νὰ ἐκμάθουν μουσικὴν ὅτι ἀπὸ τῆς 1ης Μαρτίου ἐ.ἔ. θὰ λειτουργήσῃ Σχολεῖον Ἐκμαθήσεως Μουσικῆς ὑπὸ τὴν Δημοτικὴν Φιλαρμονικήν. Ἡ ἐκπαίδευσις θὰ παρέχεται δωρεὰν εἰς τὰ παιδιὰ ἀπὸ ἡλικίας 12 ἐτῶν. Πλείονας πληροφορίας δύνανται νὰ λάβουν οἱ ἐνδιαφερόμενοι καθ' ἑκάστην εἰς τὰ γραφεῖα τῆς Φιλαρμονικῆς «Πλατεία Δασκαλογιάννη» ἀπὸ 7—8 μ.μ. xyxy=(1235,1912,1405,2241)
price-line: Βῖκος » 2.90 xyxy=(284,1984,371,2001)
article-headline: ΜΕΛΛΟΝΤΕΣ ΓΑΜΟΙ xyxy=(1043,1208,1166,1225)
